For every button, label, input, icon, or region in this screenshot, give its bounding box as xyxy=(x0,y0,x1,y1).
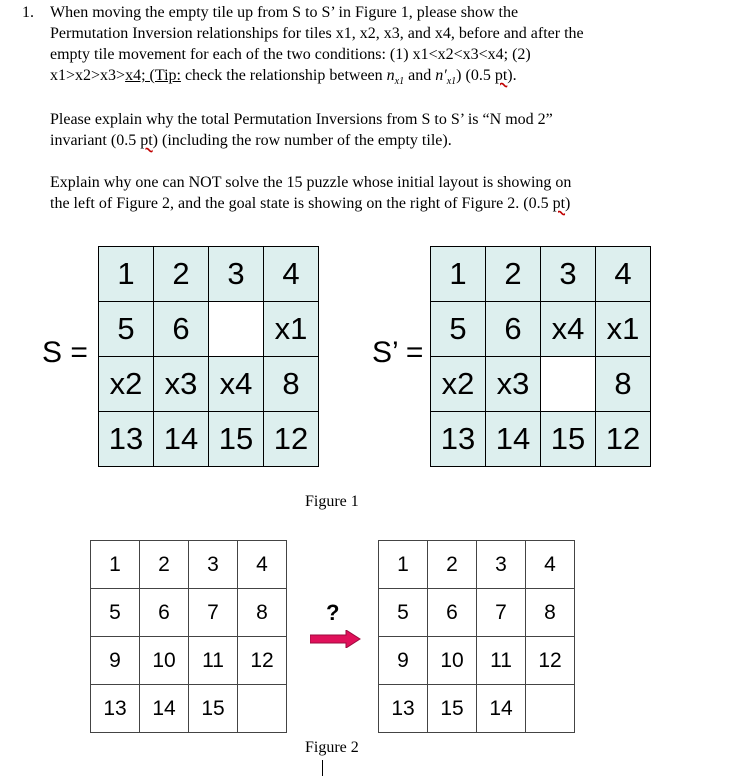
s-tile: x4 xyxy=(209,357,264,412)
question-mark: ? xyxy=(326,600,340,625)
initial-row xyxy=(91,541,287,589)
s-tile: 15 xyxy=(209,412,264,467)
s-empty-tile xyxy=(209,302,264,357)
initial-empty-tile xyxy=(238,685,287,733)
s-prime-tile: 1 xyxy=(431,247,486,302)
s-tile: 12 xyxy=(264,412,319,467)
text-cursor xyxy=(322,760,323,776)
s-tile: 6 xyxy=(154,302,209,357)
s-prime-tile: x1 xyxy=(596,302,651,357)
goal-row xyxy=(379,589,575,637)
right-arrow-icon xyxy=(310,630,362,648)
goal-tile: 8 xyxy=(526,589,575,637)
figure-2-caption: Figure 2 xyxy=(305,739,359,756)
initial-tile: 9 xyxy=(91,637,140,685)
p1-line-4-e: ) (0.5 xyxy=(456,67,495,84)
s-tile: x2 xyxy=(99,357,154,412)
goal-tile: 11 xyxy=(477,637,526,685)
n-prime-x1-symbol: $n'_{x1}$ xyxy=(435,67,457,88)
p3-line-2: the left of Figure 2, and the goal state is showing on the right of Figure 2. (0.5 pt) xyxy=(50,195,571,212)
s-label: S = xyxy=(42,336,88,369)
s-prime-row xyxy=(431,412,651,467)
p1-line-3: empty tile movement for each of the two conditions: (1) x1<x2<x3<x4; (2) xyxy=(50,46,531,63)
s-prime-row xyxy=(431,247,651,302)
p1-line-4-tip: x4; (Tip: xyxy=(125,67,181,84)
s-prime-tile: 3 xyxy=(541,247,596,302)
p1-line-4-c: check the relationship between xyxy=(180,67,387,84)
s-tile: 2 xyxy=(154,247,209,302)
question-paragraph-3 xyxy=(50,172,571,214)
goal-row xyxy=(379,685,575,733)
p1-line-4-g: ). xyxy=(507,67,517,84)
s-prime-tile: 2 xyxy=(486,247,541,302)
initial-tile: 15 xyxy=(189,685,238,733)
p1-line-2: Permutation Inversion relationships for tiles x1, x2, x3, and x4, before and after the xyxy=(50,25,584,42)
p3-line-1: Explain why one can NOT solve the 15 puzzle whose initial layout is showing on xyxy=(50,174,572,191)
s-prime-tile: 8 xyxy=(596,357,651,412)
s-tile: x3 xyxy=(154,357,209,412)
s-prime-tile: x2 xyxy=(431,357,486,412)
p1-line-1: When moving the empty tile up from S to S’ in Figure 1, please show the xyxy=(50,4,519,21)
initial-tile: 5 xyxy=(91,589,140,637)
goal-row xyxy=(379,541,575,589)
s-prime-label: S’ = xyxy=(372,336,424,369)
n-x1-symbol: $n_{x1}$ xyxy=(386,67,405,88)
goal-empty-tile xyxy=(526,685,575,733)
goal-tile: 15 xyxy=(428,685,477,733)
s-prime-tile: x4 xyxy=(541,302,596,357)
initial-tile: 4 xyxy=(238,541,287,589)
s-prime-tile: 4 xyxy=(596,247,651,302)
goal-row xyxy=(379,637,575,685)
initial-row xyxy=(91,589,287,637)
goal-tile: 10 xyxy=(428,637,477,685)
initial-tile: 14 xyxy=(140,685,189,733)
figure-1-caption: Figure 1 xyxy=(305,493,359,510)
s-prime-tile: 15 xyxy=(541,412,596,467)
s-prime-row xyxy=(431,357,651,412)
puzzle-grid-s xyxy=(98,246,319,467)
s-tile: x1 xyxy=(264,302,319,357)
goal-tile: 5 xyxy=(379,589,428,637)
initial-row xyxy=(91,685,287,733)
puzzle-grid-s-prime xyxy=(430,246,651,467)
p1-line-4-d: and xyxy=(404,67,436,84)
puzzle-grid-goal xyxy=(378,540,575,733)
question-paragraph-2 xyxy=(50,109,553,151)
s-tile: 8 xyxy=(264,357,319,412)
p1-line-4-a: x1>x2>x3> xyxy=(50,67,126,84)
s-tile: 5 xyxy=(99,302,154,357)
p1-line-4-pt: pt xyxy=(494,67,508,84)
s-tile: 13 xyxy=(99,412,154,467)
initial-tile: 3 xyxy=(189,541,238,589)
initial-tile: 12 xyxy=(238,637,287,685)
question-paragraph-1 xyxy=(50,2,584,92)
goal-tile: 12 xyxy=(526,637,575,685)
goal-tile: 2 xyxy=(428,541,477,589)
s-prime-tile: 13 xyxy=(431,412,486,467)
s-tile: 3 xyxy=(209,247,264,302)
initial-tile: 2 xyxy=(140,541,189,589)
goal-tile: 14 xyxy=(477,685,526,733)
s-tile: 14 xyxy=(154,412,209,467)
s-row xyxy=(99,412,319,467)
goal-tile: 13 xyxy=(379,685,428,733)
goal-tile: 9 xyxy=(379,637,428,685)
initial-tile: 8 xyxy=(238,589,287,637)
s-prime-tile: 6 xyxy=(486,302,541,357)
s-prime-row xyxy=(431,302,651,357)
s-tile: 4 xyxy=(264,247,319,302)
question-number: 1. xyxy=(22,4,34,21)
s-prime-tile: x3 xyxy=(486,357,541,412)
s-prime-tile: 5 xyxy=(431,302,486,357)
s-prime-tile: 14 xyxy=(486,412,541,467)
puzzle-grid-initial xyxy=(90,540,287,733)
goal-tile: 4 xyxy=(526,541,575,589)
p2-line-2: invariant (0.5 pt) (including the row number of the empty tile). xyxy=(50,132,452,149)
initial-row xyxy=(91,637,287,685)
initial-tile: 6 xyxy=(140,589,189,637)
goal-tile: 6 xyxy=(428,589,477,637)
s-prime-empty-tile xyxy=(541,357,596,412)
s-row xyxy=(99,357,319,412)
p2-line-1: Please explain why the total Permutation Inversions from S to S’ is “N mod 2” xyxy=(50,111,553,128)
initial-tile: 7 xyxy=(189,589,238,637)
initial-tile: 10 xyxy=(140,637,189,685)
initial-tile: 1 xyxy=(91,541,140,589)
goal-tile: 3 xyxy=(477,541,526,589)
p1-line-4 xyxy=(50,65,584,92)
goal-tile: 7 xyxy=(477,589,526,637)
initial-tile: 11 xyxy=(189,637,238,685)
s-row xyxy=(99,302,319,357)
s-row xyxy=(99,247,319,302)
s-prime-tile: 12 xyxy=(596,412,651,467)
s-tile: 1 xyxy=(99,247,154,302)
initial-tile: 13 xyxy=(91,685,140,733)
goal-tile: 1 xyxy=(379,541,428,589)
